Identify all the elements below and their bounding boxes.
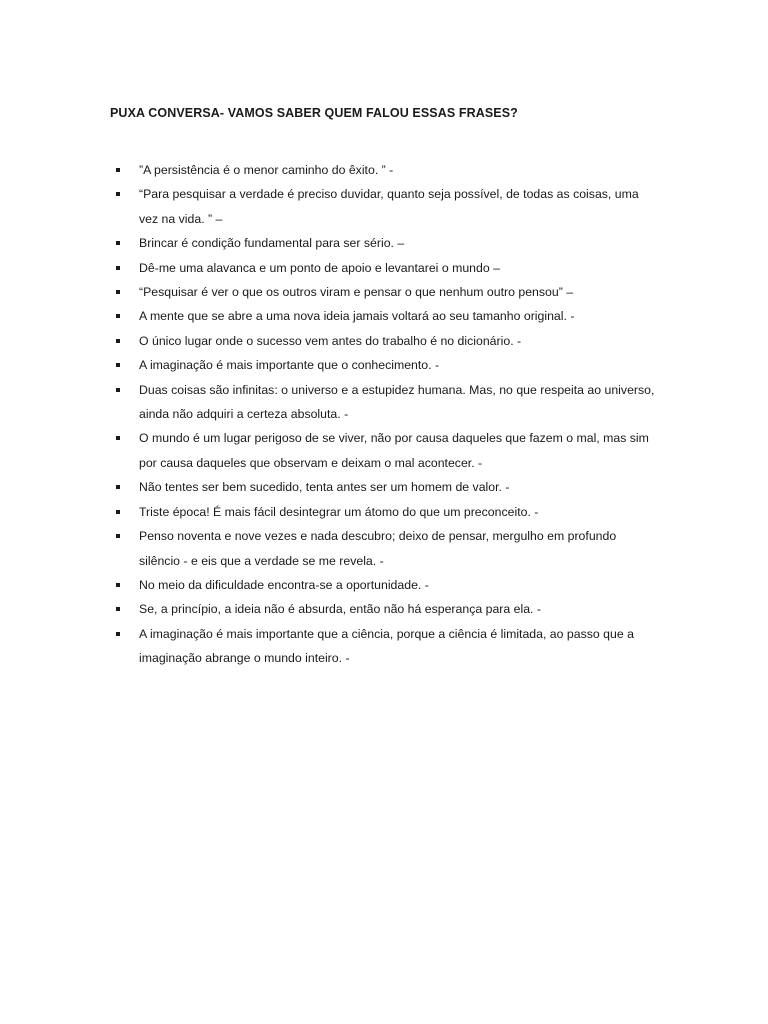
square-bullet-icon — [116, 388, 120, 392]
square-bullet-icon — [116, 192, 120, 196]
square-bullet-icon — [116, 266, 120, 270]
quote-item — [0, 256, 659, 280]
square-bullet-icon — [116, 168, 120, 172]
quote-text: Duas coisas são infinitas: o universo e a estupidez humana. Mas, no que respeita ao universo, ainda não adquiri a certeza absoluta. - — [139, 382, 655, 422]
quote-list — [0, 158, 768, 671]
quote-text: No meio da dificuldade encontra-se a oportunidade. - — [139, 577, 429, 592]
document-title: PUXA CONVERSA- VAMOS SABER QUEM FALOU ESSAS FRASES? — [110, 106, 518, 120]
quote-item — [0, 280, 659, 304]
quote-text: Brincar é condição fundamental para ser sério. – — [139, 236, 405, 251]
quote-text: “Para pesquisar a verdade é preciso duvidar, quanto seja possível, de todas as coisas, uma vez na vida. ” – — [139, 187, 639, 226]
quote-item — [0, 573, 659, 597]
quote-item — [0, 353, 659, 377]
quote-item — [0, 304, 659, 328]
quote-text: ”A persistência é o menor caminho do êxito. ” - — [139, 163, 394, 177]
quote-item — [0, 182, 659, 231]
quote-text: Dê-me uma alavanca e um ponto de apoio e levantarei o mundo – — [139, 260, 500, 275]
quote-item — [0, 231, 659, 255]
quote-item — [0, 622, 659, 671]
quote-text: A mente que se abre a uma nova ideia jamais voltará ao seu tamanho original. - — [139, 309, 575, 324]
quote-item — [0, 475, 659, 499]
quote-item — [0, 500, 659, 524]
quote-item — [0, 158, 659, 182]
quote-item — [0, 378, 659, 427]
quote-text: Penso noventa e nove vezes e nada descubro; deixo de pensar, mergulho em profundo silêncio - e eis que a verdade se me revela. - — [139, 529, 617, 568]
quote-text: O mundo é um lugar perigoso de se viver, não por causa daqueles que fazem o mal, mas sim por causa daqueles que observam e deixam o mal acontecer. - — [139, 431, 649, 470]
square-bullet-icon — [116, 339, 120, 343]
quote-text: “Pesquisar é ver o que os outros viram e pensar o que nenhum outro pensou” – — [139, 285, 574, 300]
quote-text: Triste época! É mais fácil desintegrar um átomo do que um preconceito. - — [139, 504, 539, 519]
quote-text: A imaginação é mais importante que a ciência, porque a ciência é limitada, ao passo que a imaginação abrange o mundo inteiro. - — [139, 626, 634, 666]
square-bullet-icon — [116, 583, 120, 587]
quote-text: Não tentes ser bem sucedido, tenta antes ser um homem de valor. - — [139, 480, 510, 495]
quote-item — [0, 426, 659, 475]
square-bullet-icon — [116, 632, 120, 636]
square-bullet-icon — [116, 534, 120, 538]
square-bullet-icon — [116, 314, 120, 318]
square-bullet-icon — [116, 510, 120, 514]
quote-text: Se, a princípio, a ideia não é absurda, então não há esperança para ela. - — [139, 602, 541, 617]
square-bullet-icon — [116, 607, 120, 611]
quote-text: O único lugar onde o sucesso vem antes do trabalho é no dicionário. - — [139, 333, 522, 348]
quote-item — [0, 329, 659, 353]
quote-item — [0, 524, 659, 573]
square-bullet-icon — [116, 363, 120, 367]
quote-item — [0, 597, 659, 621]
square-bullet-icon — [116, 485, 120, 489]
quote-text: A imaginação é mais importante que o conhecimento. - — [139, 358, 440, 373]
square-bullet-icon — [116, 241, 120, 245]
square-bullet-icon — [116, 290, 120, 294]
square-bullet-icon — [116, 436, 120, 440]
